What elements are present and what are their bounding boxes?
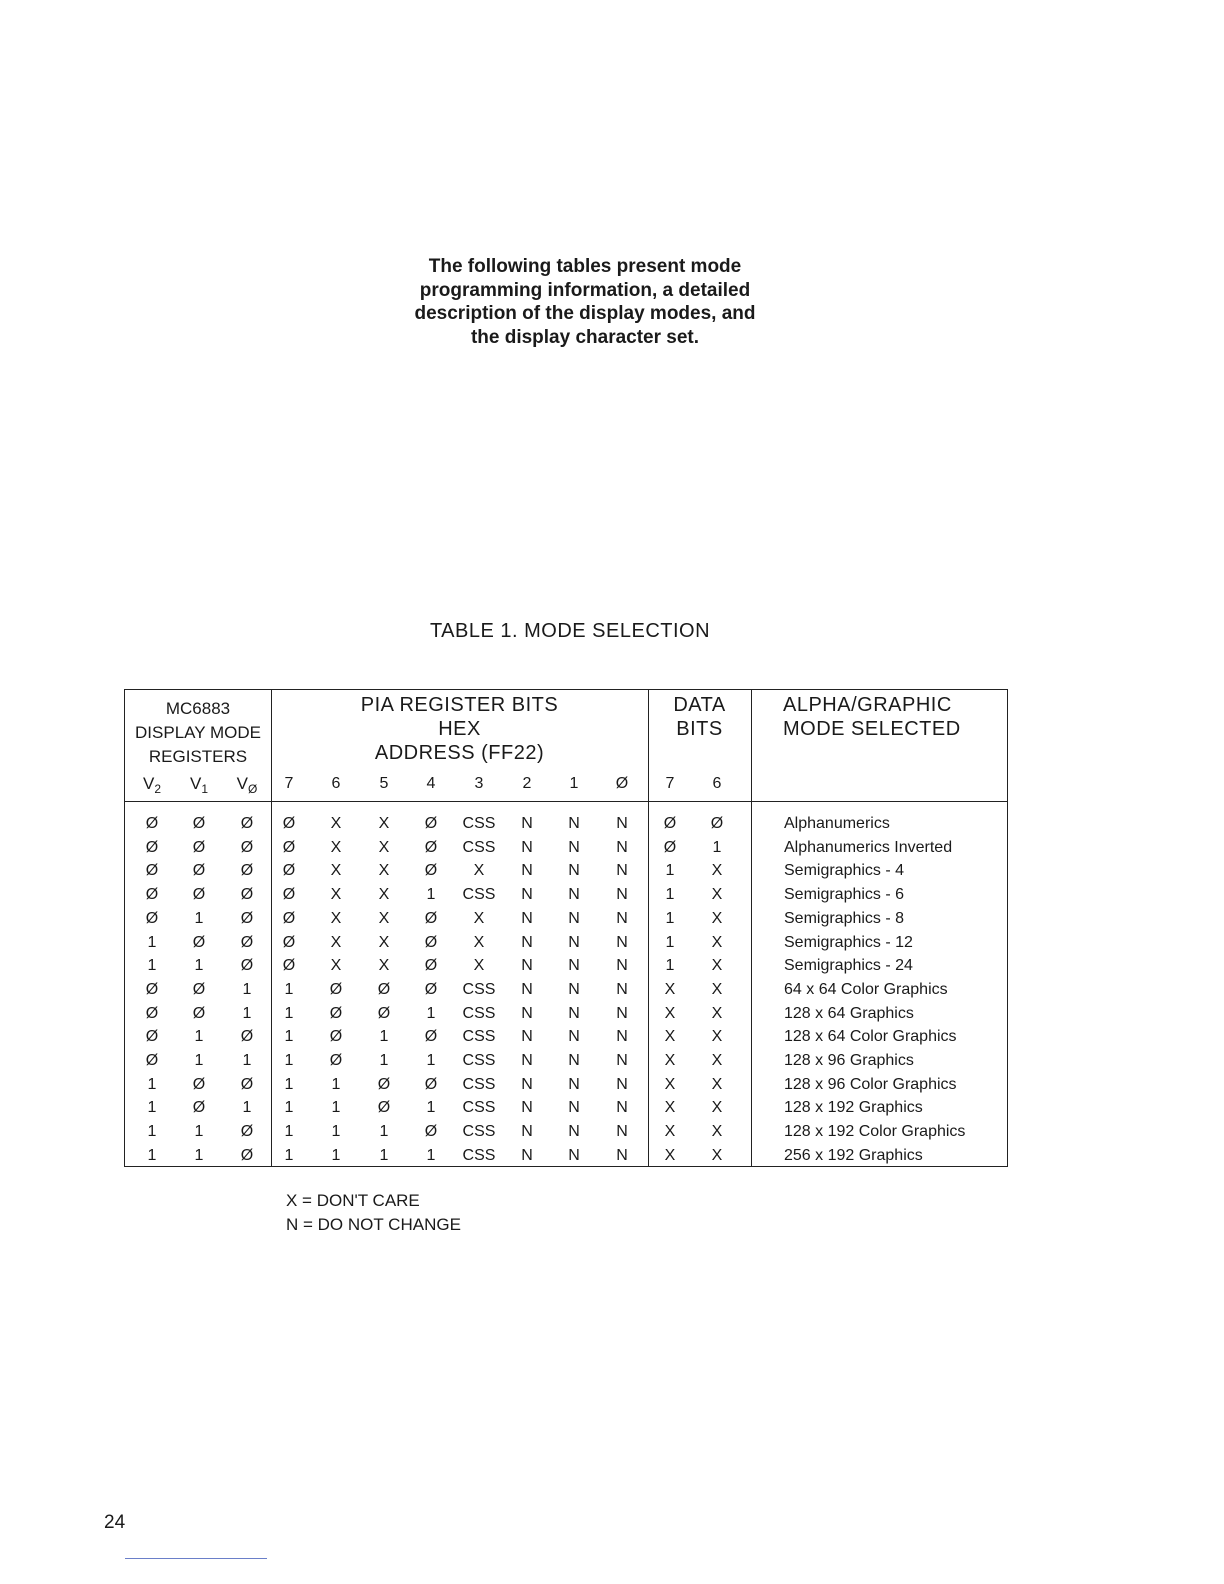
pia-bit-cell: 1 <box>426 1099 436 1117</box>
register-value-cell: 1 <box>242 1004 252 1022</box>
register-value-cell: 1 <box>147 1146 157 1164</box>
data-bit-cell: X <box>711 909 723 927</box>
pia-bit-cell: X <box>330 957 342 975</box>
pia-bit-cell: X <box>378 862 390 880</box>
pia-bit-cell: X <box>473 957 485 975</box>
register-value-cell: Ø <box>192 1099 206 1117</box>
pia-bit-cell: X <box>330 838 342 856</box>
pia-bit-cell: N <box>568 957 580 975</box>
v-label-subscript: Ø <box>248 782 258 796</box>
pia-bit-cell: 1 <box>426 1146 436 1164</box>
mode-header-line: ALPHA/GRAPHIC <box>783 694 952 716</box>
pia-bit-cell: N <box>521 1075 533 1093</box>
pia-bit-cell: X <box>378 957 390 975</box>
pia-bit-cell: N <box>568 1052 580 1069</box>
data-bit-cell: X <box>664 1052 676 1069</box>
register-value-cell: 1 <box>147 1123 157 1141</box>
register-value-cell: 1 <box>242 980 252 998</box>
v-label-base: V <box>142 774 155 793</box>
mode-selection-table <box>124 689 1008 1167</box>
pia-bit-cell: 1 <box>331 1123 341 1141</box>
pia-bit-cell: Ø <box>329 1004 343 1022</box>
data-bits-header <box>648 693 751 741</box>
pia-bit-cell: N <box>521 1123 533 1141</box>
register-value-cell: 1 <box>147 1099 157 1117</box>
mode-selected-cell: Semigraphics - 12 <box>784 933 913 951</box>
pia-header <box>271 693 648 765</box>
v1-label <box>183 774 215 796</box>
data-bit-cell: X <box>711 1004 723 1022</box>
pia-bit-cell: Ø <box>282 909 296 927</box>
pia-bit-cell: N <box>568 886 580 904</box>
register-value-cell: Ø <box>145 980 159 998</box>
register-value-cell: 1 <box>147 957 157 975</box>
pia-bit-cell: 1 <box>284 980 294 998</box>
pia-bit-cell: X <box>378 838 390 856</box>
data-bit-cell: X <box>711 862 723 880</box>
register-value-cell: Ø <box>192 886 206 904</box>
data-bit-cell: X <box>664 1146 676 1164</box>
data-bit-cell: X <box>711 933 723 951</box>
mode-selected-cell: 256 x 192 Graphics <box>784 1146 923 1164</box>
register-value-cell: 1 <box>147 1075 157 1093</box>
pia-bit-cell: Ø <box>282 862 296 880</box>
pia-bit-cell: N <box>616 886 628 904</box>
data-bits-header-line: BITS <box>676 718 723 740</box>
pia-bit-cell: CSS <box>462 980 496 998</box>
pia-bit-cell: N <box>616 980 628 998</box>
register-value-cell: Ø <box>240 815 254 832</box>
register-value-cell: Ø <box>192 838 206 856</box>
pia-bit-cell: Ø <box>282 886 296 904</box>
pia-bit-cell: Ø <box>329 1052 343 1069</box>
register-value-cell: Ø <box>192 815 206 832</box>
pia-bit-cell: N <box>568 1075 580 1093</box>
pia-bit-cell: N <box>521 1146 533 1164</box>
pia-bit-cell: 1 <box>426 1004 436 1022</box>
mode-selected-cell: Semigraphics - 4 <box>784 862 905 880</box>
intro-paragraph <box>390 255 780 349</box>
pia-bit-cell: N <box>568 980 580 998</box>
data-bit-cell: X <box>711 1146 723 1164</box>
register-value-cell: 1 <box>194 909 204 927</box>
data-bit-cell: X <box>711 980 723 998</box>
pia-bit-cell: CSS <box>462 815 496 832</box>
register-value-cell: 1 <box>242 1099 252 1117</box>
mode-selected-cell: Semigraphics - 6 <box>784 886 905 904</box>
pia-bit-cell: CSS <box>462 1099 496 1117</box>
register-value-cell: Ø <box>192 1004 206 1022</box>
pia-bit-cell: 1 <box>331 1099 341 1117</box>
pia-bit-cell: N <box>616 862 628 880</box>
pia-bit-cell: 1 <box>379 1146 389 1164</box>
mode-selected-cell: 128 x 96 Graphics <box>784 1052 914 1069</box>
pia-bit-cell: N <box>616 1052 628 1069</box>
mode-selected-cell: 128 x 96 Color Graphics <box>784 1075 957 1093</box>
pia-bit-cell: Ø <box>282 838 296 856</box>
column-divider <box>751 690 752 1166</box>
v-label-base: V <box>189 774 202 793</box>
pia-bit-cell: 1 <box>284 1052 294 1069</box>
pia-bit-cell: X <box>473 933 485 951</box>
mode-selected-cell: Alphanumerics Inverted <box>784 838 953 856</box>
pia-bit-cell: Ø <box>424 909 438 927</box>
pia-bit-cell: Ø <box>424 838 438 856</box>
pia-bit-cell: N <box>568 1123 580 1141</box>
data-bit-cell: X <box>711 1052 723 1069</box>
pia-bit-cell: Ø <box>377 1004 391 1022</box>
footer-rule <box>125 1558 267 1559</box>
pia-bit-cell: 1 <box>426 886 436 904</box>
pia-bit-cell: Ø <box>377 1075 391 1093</box>
pia-bit-cell: N <box>521 980 533 998</box>
header-divider <box>125 801 1007 802</box>
data-bit-cell: X <box>711 1099 723 1117</box>
v-label-subscript: 1 <box>201 782 209 796</box>
pia-bit-cell: N <box>568 838 580 856</box>
register-value-cell: 1 <box>194 1028 204 1046</box>
pia-bit-cell: N <box>521 957 533 975</box>
pia-bit-cell: N <box>521 1004 533 1022</box>
pia-bit-cell: Ø <box>282 957 296 975</box>
pia-header-line: ADDRESS (FF22) <box>374 742 545 764</box>
pia-bit-label: 6 <box>331 775 341 792</box>
pia-bit-cell: N <box>521 886 533 904</box>
pia-bit-cell: 1 <box>379 1123 389 1141</box>
data-bit-label: 7 <box>665 775 675 792</box>
mode-selected-cell: Semigraphics - 8 <box>784 909 905 927</box>
pia-bit-label: 3 <box>474 775 484 792</box>
data-bit-cell: X <box>711 1028 723 1046</box>
pia-bit-cell: Ø <box>424 862 438 880</box>
mode-header <box>783 693 961 741</box>
pia-bit-cell: X <box>330 862 342 880</box>
legend-do-not-change: N = DO NOT CHANGE <box>286 1215 461 1234</box>
register-value-cell: 1 <box>242 1052 252 1069</box>
intro-line: The following tables present mode <box>428 256 742 277</box>
mode-selected-cell: Semigraphics - 24 <box>784 957 913 975</box>
pia-bit-cell: N <box>616 1075 628 1093</box>
data-bit-cell: 1 <box>665 957 675 975</box>
pia-bit-cell: CSS <box>462 838 496 856</box>
data-bit-cell: X <box>664 1028 676 1046</box>
pia-bit-cell: Ø <box>424 1075 438 1093</box>
pia-bit-cell: N <box>568 815 580 832</box>
register-value-cell: Ø <box>192 933 206 951</box>
pia-bit-cell: 1 <box>331 1075 341 1093</box>
data-bit-cell: X <box>664 1075 676 1093</box>
pia-bit-cell: N <box>521 1028 533 1046</box>
registers-header <box>125 697 271 769</box>
pia-bit-cell: N <box>616 909 628 927</box>
pia-bit-cell: N <box>616 957 628 975</box>
pia-bit-cell: CSS <box>462 886 496 904</box>
pia-bit-cell: 1 <box>379 1052 389 1069</box>
registers-header-line: MC6883 <box>165 699 231 718</box>
pia-header-line: PIA REGISTER BITS <box>360 694 559 716</box>
mode-selected-cell: 128 x 192 Color Graphics <box>784 1123 966 1141</box>
pia-bit-cell: N <box>616 838 628 856</box>
register-value-cell: Ø <box>145 1028 159 1046</box>
pia-bit-cell: X <box>330 815 342 832</box>
v0-label <box>231 774 263 796</box>
register-value-cell: Ø <box>192 980 206 998</box>
intro-line: programming information, a detailed <box>419 279 751 301</box>
register-value-cell: Ø <box>145 862 159 880</box>
register-value-cell: Ø <box>240 1075 254 1093</box>
pia-bit-cell: X <box>378 815 390 832</box>
pia-bit-cell: N <box>568 933 580 951</box>
pia-bit-cell: X <box>330 933 342 951</box>
pia-bit-cell: Ø <box>377 980 391 998</box>
pia-bit-cell: 1 <box>331 1146 341 1164</box>
register-value-cell: Ø <box>240 933 254 951</box>
pia-bit-label: 1 <box>569 775 579 792</box>
data-bit-cell: 1 <box>665 862 675 880</box>
register-value-cell: Ø <box>145 909 159 927</box>
register-value-cell: Ø <box>240 886 254 904</box>
pia-bit-cell: N <box>616 933 628 951</box>
pia-bit-label: 7 <box>284 775 294 792</box>
pia-bit-cell: 1 <box>284 1123 294 1141</box>
register-value-cell: 1 <box>194 1123 204 1141</box>
data-bit-cell: X <box>664 1123 676 1141</box>
mode-selected-cell: Alphanumerics <box>784 815 890 832</box>
mode-header-line: MODE SELECTED <box>783 718 961 740</box>
data-bit-cell: Ø <box>710 815 724 832</box>
table-title: TABLE 1. MODE SELECTION <box>429 620 711 642</box>
data-bits-header-line: DATA <box>673 694 726 716</box>
register-value-cell: Ø <box>240 862 254 880</box>
pia-bit-cell: Ø <box>424 1123 438 1141</box>
pia-bit-cell: N <box>521 909 533 927</box>
mode-selected-cell: 128 x 64 Color Graphics <box>784 1028 957 1046</box>
pia-bit-label: Ø <box>615 775 629 792</box>
registers-header-line: DISPLAY MODE <box>135 723 261 742</box>
pia-bit-cell: Ø <box>329 1028 343 1046</box>
register-value-cell: Ø <box>240 838 254 856</box>
register-value-cell: Ø <box>240 957 254 975</box>
pia-bit-cell: X <box>330 909 342 927</box>
data-bit-cell: X <box>664 1099 676 1117</box>
data-bit-cell: X <box>711 1123 723 1141</box>
register-value-cell: Ø <box>240 1146 254 1164</box>
pia-bit-cell: N <box>521 1052 533 1069</box>
pia-bit-cell: X <box>330 886 342 904</box>
pia-bit-cell: X <box>378 933 390 951</box>
register-value-cell: 1 <box>194 957 204 975</box>
data-bit-cell: 1 <box>665 933 675 951</box>
mode-selected-cell: 64 x 64 Color Graphics <box>784 980 948 998</box>
pia-bit-cell: N <box>568 1099 580 1117</box>
pia-bit-label: 5 <box>379 775 389 792</box>
pia-bit-cell: N <box>616 1123 628 1141</box>
pia-bit-cell: N <box>521 1099 533 1117</box>
register-value-cell: 1 <box>194 1052 204 1069</box>
data-bit-cell: Ø <box>663 838 677 856</box>
register-value-cell: 1 <box>147 933 157 951</box>
pia-bit-cell: 1 <box>284 1146 294 1164</box>
pia-bit-cell: CSS <box>462 1004 496 1022</box>
pia-bit-cell: N <box>616 815 628 832</box>
intro-line: description of the display modes, and <box>414 303 756 324</box>
mode-selected-cell: 128 x 64 Graphics <box>784 1004 914 1022</box>
data-bit-cell: X <box>711 957 723 975</box>
v2-label <box>136 774 168 796</box>
pia-header-line: HEX <box>438 718 481 740</box>
register-value-cell: Ø <box>240 1028 254 1046</box>
pia-bit-cell: X <box>378 909 390 927</box>
pia-bit-cell: N <box>568 1146 580 1164</box>
pia-bit-cell: Ø <box>424 980 438 998</box>
register-value-cell: Ø <box>145 838 159 856</box>
pia-bit-cell: 1 <box>426 1052 436 1069</box>
pia-bit-cell: N <box>616 1099 628 1117</box>
pia-bit-cell: X <box>473 862 485 880</box>
pia-bit-label: 2 <box>522 775 532 792</box>
mode-selected-cell: 128 x 192 Graphics <box>784 1099 923 1117</box>
register-value-cell: Ø <box>192 862 206 880</box>
pia-bit-cell: 1 <box>284 1004 294 1022</box>
data-bit-cell: 1 <box>665 909 675 927</box>
pia-bit-cell: N <box>568 862 580 880</box>
pia-bit-cell: N <box>521 933 533 951</box>
registers-header-line: REGISTERS <box>148 747 248 766</box>
pia-bit-cell: 1 <box>284 1075 294 1093</box>
data-bit-cell: X <box>664 1004 676 1022</box>
pia-bit-cell: Ø <box>424 1028 438 1046</box>
pia-bit-cell: Ø <box>377 1099 391 1117</box>
data-bit-cell: X <box>711 1075 723 1093</box>
register-value-cell: 1 <box>194 1146 204 1164</box>
register-value-cell: Ø <box>240 909 254 927</box>
pia-bit-cell: N <box>616 1028 628 1046</box>
v-label-base: V <box>236 774 248 793</box>
pia-bit-cell: N <box>568 1028 580 1046</box>
pia-bit-cell: CSS <box>462 1052 496 1069</box>
pia-bit-cell: CSS <box>462 1028 496 1046</box>
data-bit-cell: Ø <box>663 815 677 832</box>
pia-bit-cell: N <box>616 1146 628 1164</box>
pia-bit-cell: Ø <box>424 957 438 975</box>
pia-bit-cell: CSS <box>462 1123 496 1141</box>
register-value-cell: Ø <box>240 1123 254 1141</box>
pia-bit-cell: N <box>521 815 533 832</box>
pia-bit-cell: Ø <box>329 980 343 998</box>
pia-bit-cell: X <box>473 909 485 927</box>
pia-bit-cell: 1 <box>284 1028 294 1046</box>
pia-bit-cell: N <box>521 838 533 856</box>
pia-bit-cell: Ø <box>282 815 296 832</box>
data-bit-cell: 1 <box>712 838 722 856</box>
pia-bit-cell: 1 <box>379 1028 389 1046</box>
pia-bit-cell: Ø <box>424 933 438 951</box>
pia-bit-cell: X <box>378 886 390 904</box>
pia-bit-cell: N <box>616 1004 628 1022</box>
pia-bit-cell: N <box>568 909 580 927</box>
pia-bit-cell: Ø <box>282 933 296 951</box>
pia-bit-cell: N <box>521 862 533 880</box>
register-value-cell: Ø <box>145 815 159 832</box>
data-bit-cell: X <box>664 980 676 998</box>
pia-bit-cell: Ø <box>424 815 438 832</box>
pia-bit-cell: N <box>568 1004 580 1022</box>
pia-bit-cell: CSS <box>462 1146 496 1164</box>
register-value-cell: Ø <box>145 1052 159 1069</box>
data-bit-cell: X <box>711 886 723 904</box>
intro-line: the display character set. <box>470 326 700 348</box>
register-value-cell: Ø <box>145 1004 159 1022</box>
pia-bit-cell: CSS <box>462 1075 496 1093</box>
register-value-cell: Ø <box>145 886 159 904</box>
pia-bit-cell: 1 <box>284 1099 294 1117</box>
pia-bit-label: 4 <box>426 775 436 792</box>
page-number: 24 <box>104 1512 126 1533</box>
data-bit-label: 6 <box>712 775 722 792</box>
data-bit-cell: 1 <box>665 886 675 904</box>
register-value-cell: Ø <box>192 1075 206 1093</box>
legend-dont-care: X = DON'T CARE <box>286 1191 420 1210</box>
v-label-subscript: 2 <box>154 782 162 796</box>
